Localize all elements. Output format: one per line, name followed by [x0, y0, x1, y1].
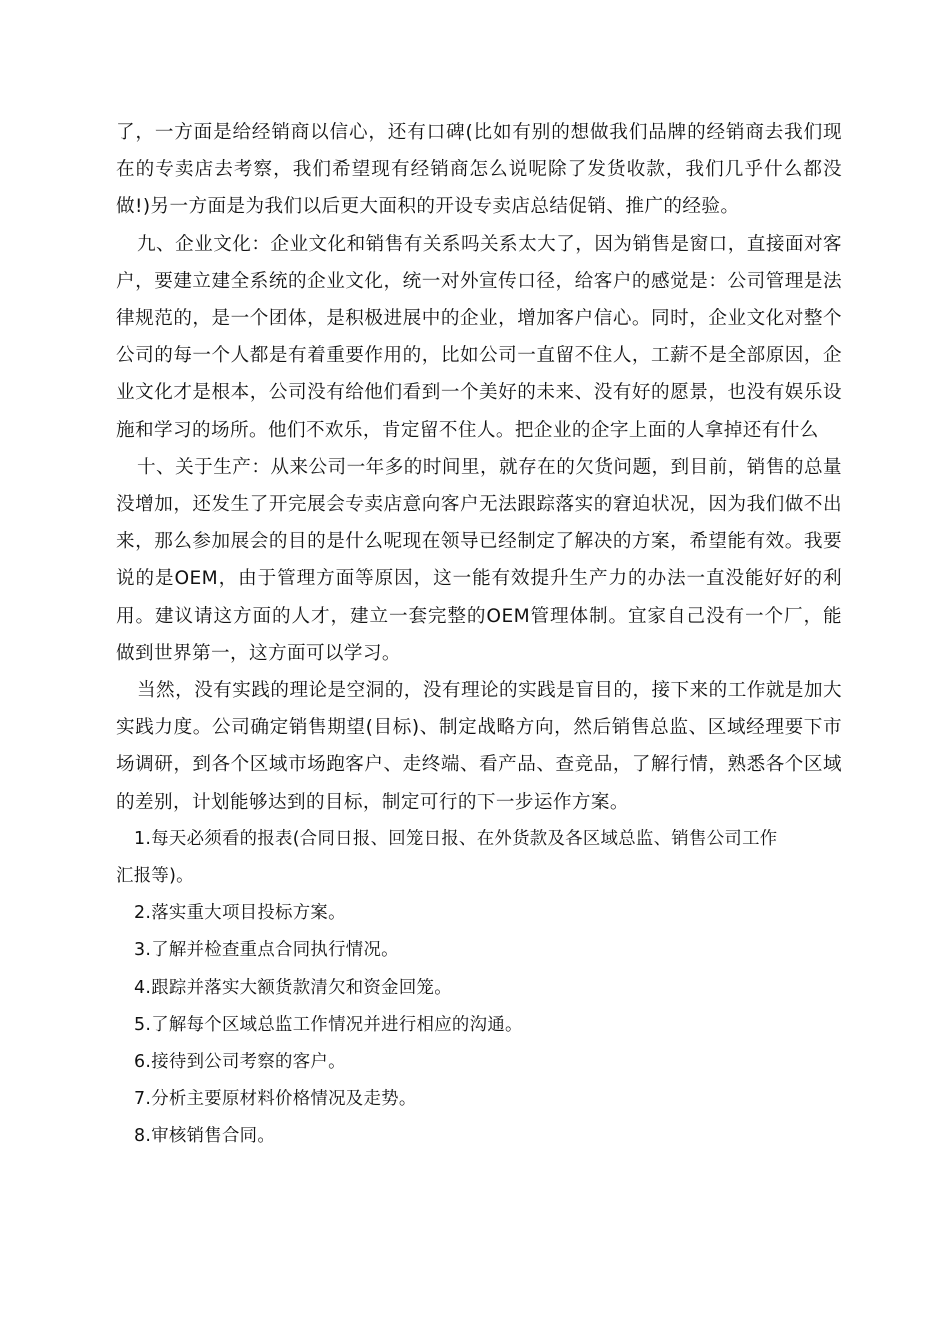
list-item-text: 5.了解每个区域总监工作情况并进行相应的沟通。 [134, 1014, 523, 1035]
list-item-text: 4.跟踪并落实大额货款清欠和资金回笼。 [134, 977, 452, 998]
list-item-text: 8.审核销售合同。 [134, 1126, 276, 1147]
paragraph-practice: 当然，没有实践的理论是空洞的，没有理论的实践是盲目的，接下来的工作就是加大实践力度。公司确定销售期望(目标)、制定战略方向，然后销售总监、区域经理要下市场调研，到各个区域市场跑客户、走终端、看产品、查竞品，了解行情，熟悉各个区域的差别，计划能够达到的目标，制定可行的下一步运作方案。 [116, 680, 842, 813]
list-item [116, 1118, 842, 1155]
list-item-text: 7.分析主要原材料价格情况及走势。 [134, 1089, 417, 1110]
list-item [116, 821, 842, 895]
list-item [116, 932, 842, 969]
paragraph-continuation: 了，一方面是给经销商以信心，还有口碑(比如有别的想做我们品牌的经销商去我们现在的专卖店去考察，我们希望现有经销商怎么说呢除了发货收款，我们几乎什么都没做!)另一方面是为我们以后更大面积的开设专卖店总结促销、推广的经验。 [116, 122, 842, 218]
document-page [116, 114, 842, 1156]
list-item-continuation: 汇报等)。 [116, 866, 194, 887]
paragraph-corporate-culture: 九、企业文化：企业文化和销售有关系吗关系太大了，因为销售是窗口，直接面对客户，要建立建全系统的企业文化，统一对外宣传口径，给客户的感觉是：公司管理是法律规范的，是一个团体，是积极进展中的企业，增加客户信心。同时，企业文化对整个公司的每一个人都是有着重要作用的，比如公司一直留不住人，工薪不是全部原因，企业文化才是根本，公司没有给他们看到一个美好的未来、没有好的愿景，也没有娱乐设施和学习的场所。他们不欢乐，肯定留不住人。把企业的企字上面的人拿掉还有什么 [116, 233, 842, 441]
paragraph-production: 十、关于生产：从来公司一年多的时间里，就存在的欠货问题，到目前，销售的总量没增加，还发生了开完展会专卖店意向客户无法跟踪落实的窘迫状况，因为我们做不出来，那么参加展会的目的是什么呢现在领导已经制定了解决的方案，希望能有效。我要说的是OEM，由于管理方面等原因，这一能有效提升生产力的办法一直没能好好的利用。建议请这方面的人才，建立一套完整的OEM管理体制。宜家自己没有一个厂，能做到世界第一，这方面可以学习。 [116, 456, 842, 664]
list-item [116, 970, 842, 1007]
list-item-text: 1.每天必须看的报表(合同日报、回笼日报、在外货款及各区域总监、销售公司工作 [134, 828, 778, 849]
list-item-text: 3.了解并检查重点合同执行情况。 [134, 940, 399, 961]
list-item [116, 895, 842, 932]
list-item [116, 1044, 842, 1081]
list-item [116, 1007, 842, 1044]
task-list [116, 821, 842, 1156]
list-item-text: 6.接待到公司考察的客户。 [134, 1052, 346, 1073]
list-item-text: 2.落实重大项目投标方案。 [134, 903, 346, 924]
list-item [116, 1081, 842, 1118]
